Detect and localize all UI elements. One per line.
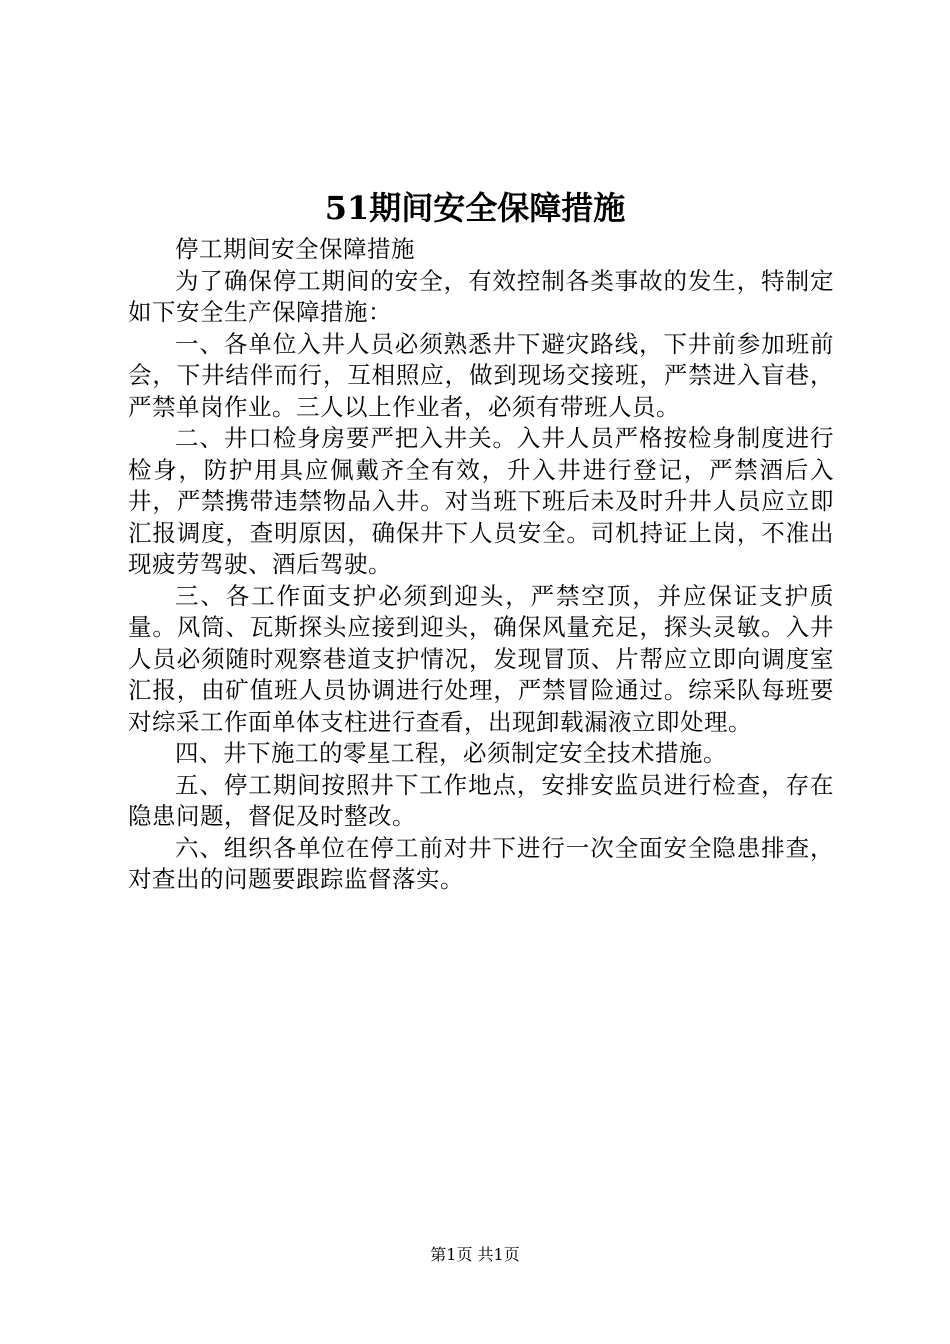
paragraph-item-3: 三、各工作面支护必须到迎头，严禁空顶，并应保证支护质量。风筒、瓦斯探头应接到迎头，确保风量充足，探头灵敏。入井人员必须随时观察巷道支护情况，发现冒顶、片帮应立即向调度室汇报，由矿值班人员协调进行处理，严禁冒险通过。综采队每班要对综采工作面单体支柱进行查看，出现卸载漏液立即处理。	[128, 581, 834, 736]
paragraph-intro: 为了确保停工期间的安全，有效控制各类事故的发生，特制定如下安全生产保障措施：	[128, 266, 834, 326]
document-body	[128, 234, 834, 896]
paragraph-item-4: 四、井下施工的零星工程，必须制定安全技术措施。	[175, 739, 727, 767]
document-title: 51期间安全保障措施	[324, 189, 626, 227]
paragraph-subtitle: 停工期间安全保障措施	[175, 235, 415, 263]
paragraph-item-6: 六、组织各单位在停工前对井下进行一次全面安全隐患排查，对查出的问题要跟踪监督落实。	[128, 833, 834, 893]
paragraph-item-5: 五、停工期间按照井下工作地点，安排安监员进行检查，存在隐患问题，督促及时整改。	[128, 770, 834, 830]
paragraph-item-2: 二、井口检身房要严把入井关。入井人员严格按检身制度进行检身，防护用具应佩戴齐全有效，升入井进行登记，严禁酒后入井，严禁携带违禁物品入井。对当班下班后未及时升井人员应立即汇报调度，查明原因，确保井下人员安全。司机持证上岗，不准出现疲劳驾驶、酒后驾驶。	[128, 424, 834, 578]
page-footer: 第1页 共1页	[430, 1245, 520, 1264]
paragraph-item-1: 一、各单位入井人员必须熟悉井下避灾路线，下井前参加班前会，下井结伴而行，互相照应，做到现场交接班，严禁进入盲巷，严禁单岗作业。三人以上作业者，必须有带班人员。	[128, 329, 834, 421]
